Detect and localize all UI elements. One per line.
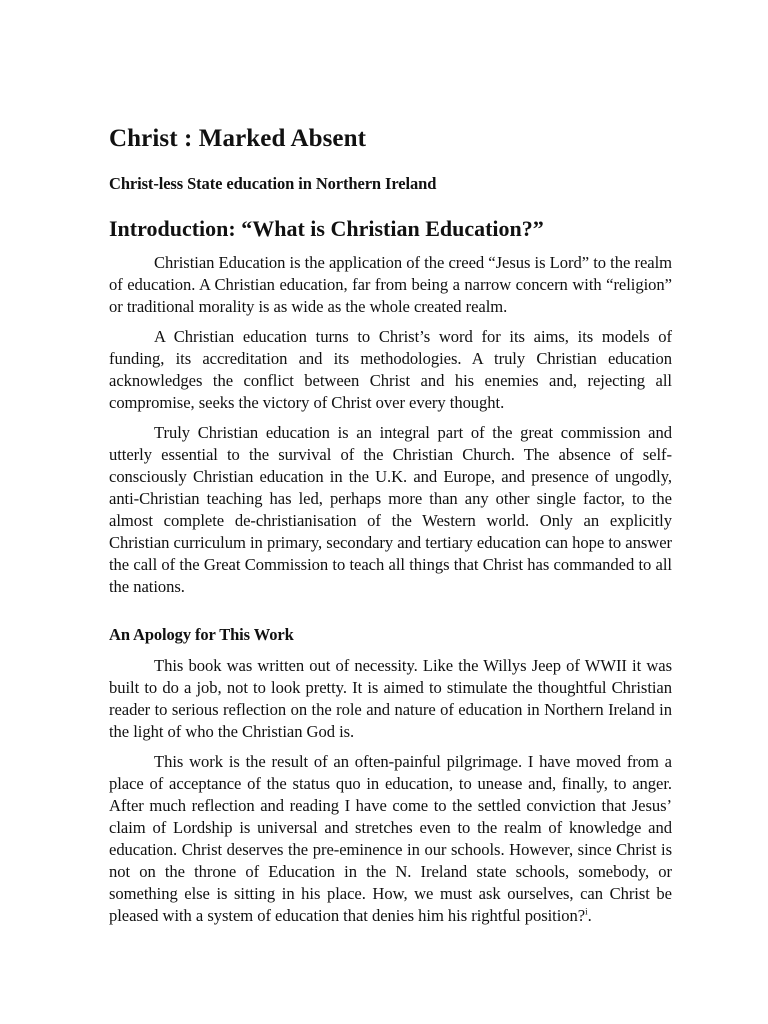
intro-heading: Introduction: “What is Christian Education?” (109, 216, 544, 241)
apology-paragraph-1: This book was written out of necessity. Like the Willys Jeep of WWII it was built to do a job, not to look pretty. It is aimed to stimulate the thoughtful Christian reader to serious reflection on the role and nature of education in Northern Ireland in the light of who the Christian God is. (109, 656, 672, 741)
intro-paragraph-1: Christian Education is the application of the creed “Jesus is Lord” to the realm of education. A Christian education, far from being a narrow concern with “religion” or traditional morality is as wide as the whole created realm. (109, 253, 672, 316)
intro-paragraph-3: Truly Christian education is an integral part of the great commission and utterly essential to the survival of the Christian Church. The absence of self-consciously Christian education in the U.K. and Europe, and presence of ungodly, anti-Christian teaching has led, perhaps more than any other single factor, to the almost complete de-christianisation of the Western world. Only an explicitly Christian curriculum in primary, secondary and tertiary education can hope to answer the call of the Great Commission to teach all things that Christ has commanded to all the nations. (109, 423, 672, 596)
apology-paragraph-2-text: This work is the result of an often-painful pilgrimage. I have moved from a place of acceptance of the status quo in education, to unease and, finally, to anger. After much reflection and reading I have come to the settled conviction that Jesus’ claim of Lordship is universal and stretches even to the realm of knowledge and education. Christ deserves the pre-eminence in our schools. However, since Christ is not on the throne of Education in the N. Ireland state schools, somebody, or something else is sitting in his place. How, we must ask ourselves, can Christ be pleased with a system of education that denies him his rightful position? (109, 752, 672, 925)
footnote-marker[interactable]: i (585, 906, 588, 917)
apology-heading: An Apology for This Work (109, 625, 294, 644)
document-page (109, 122, 672, 935)
apology-paragraph-2 (109, 751, 672, 927)
document-title: Christ : Marked Absent (109, 125, 367, 152)
intro-paragraph-2: A Christian education turns to Christ’s word for its aims, its models of funding, its accreditation and its methodologies. A truly Christian education acknowledges the conflict between Christ and his enemies and, rejecting all compromise, seeks the victory of Christ over every thought. (109, 327, 672, 412)
document-subtitle: Christ-less State education in Northern Ireland (109, 174, 437, 193)
apology-paragraph-2-period: . (587, 906, 592, 925)
